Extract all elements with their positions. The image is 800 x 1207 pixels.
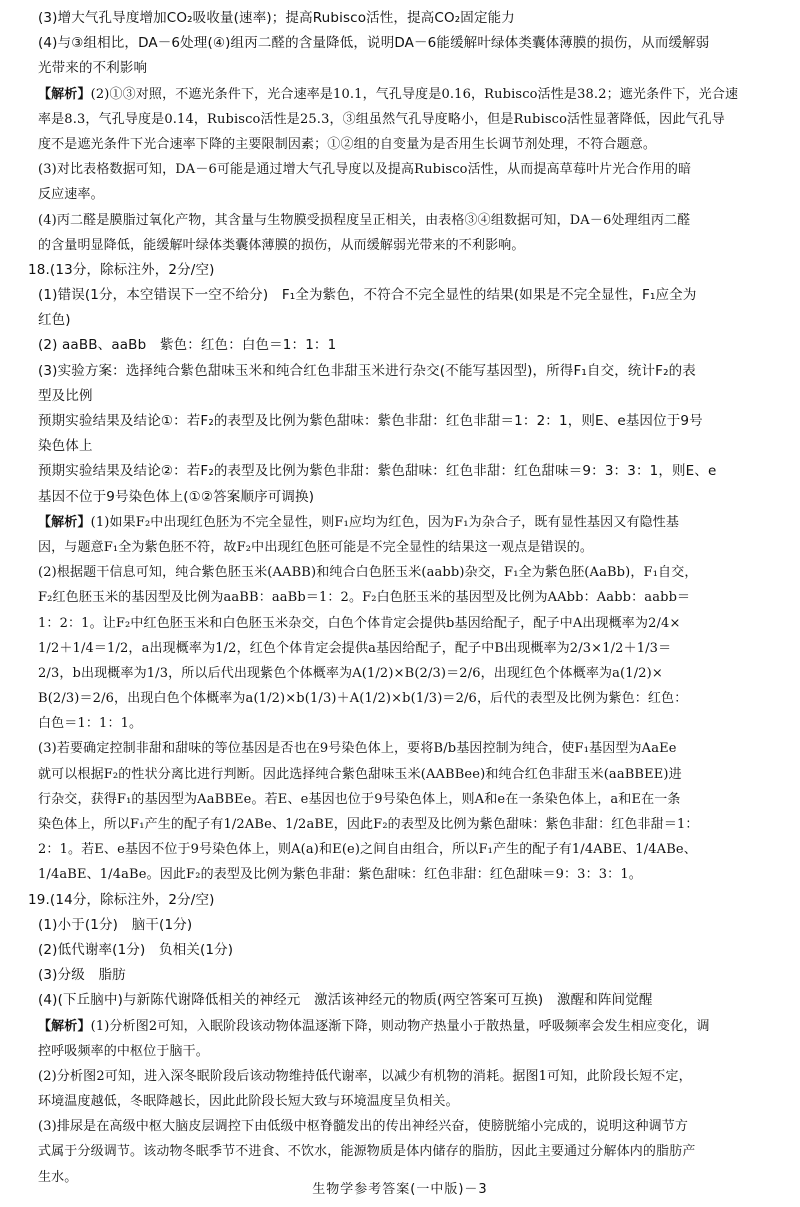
line-text: B(2/3)＝2/6，出现白色个体概率为a(1/2)×b(1/3)＋A(1/2)×b(1/3)＝2/6，后代的表型及比例为紫色：红色： [38, 691, 688, 707]
line-text: (2)分析图2可知，进入深冬眠阶段后该动物维持低代谢率，以减少有机物的消耗。据图1可知，此阶段长短不定， [38, 1068, 692, 1084]
analysis-tag: 【解析】 [38, 514, 91, 530]
text-line [28, 762, 776, 787]
text-line [28, 182, 776, 207]
text-line [28, 736, 776, 761]
question-number: 18. [28, 261, 50, 278]
line-text: 控呼吸频率的中枢位于脑干。 [38, 1043, 209, 1059]
analysis-tag: 【解析】 [38, 1018, 91, 1034]
text-line [28, 459, 776, 484]
line-text: 型及比例 [38, 387, 93, 404]
text-line [28, 1089, 776, 1114]
text-line [28, 611, 776, 636]
line-text: 基因不位于9号染色体上(①②答案顺序可调换) [38, 488, 315, 505]
line-text: 白色＝1：1：1。 [38, 716, 143, 732]
text-line [28, 157, 776, 182]
text-line [28, 132, 776, 157]
line-text: 1/4aBE、1/4aBe。因此F₂的表型及比例为紫色非甜：紫色甜味：红色非甜：红色甜味＝9：3：3：1。 [38, 867, 642, 883]
line-text: 光带来的不利影响 [38, 60, 148, 77]
line-text: (14分，除标注外，2分/空) [49, 891, 215, 908]
line-text: (4)(下丘脑中)与新陈代谢降低相关的神经元 激活该神经元的物质(两空答案可互换) 激醒和阵间觉醒 [38, 992, 653, 1009]
line-text: (2)根据题干信息可知，纯合紫色胚玉米(AABB)和纯合白色胚玉米(aabb)杂交，F₁全为紫色胚(AaBb)，F₁自交， [38, 565, 698, 581]
text-line [28, 31, 776, 56]
line-text: (1)错误(1分，本空错误下一空不给分) F₁全为紫色，不符合不完全显性的结果(如果是不完全显性，F₁应全为 [38, 287, 697, 304]
text-line [28, 862, 776, 887]
text-line [28, 208, 776, 233]
text-line [28, 1014, 776, 1039]
text-line [28, 510, 776, 535]
line-text: (13分，除标注外，2分/空) [49, 261, 215, 278]
line-text: (3)若要确定控制非甜和甜味的等位基因是否也在9号染色体上，要将B/b基因控制为纯合，使F₁基因型为AaEe [38, 741, 677, 757]
text-line [28, 711, 776, 736]
text-line [28, 1114, 776, 1139]
line-text: 生水。 [38, 1169, 78, 1185]
line-text: 就可以根据F₂的性状分离比进行判断。因此选择纯合紫色甜味玉米(AABBee)和纯合红色非甜玉米(aaBBEE)进 [38, 766, 682, 782]
analysis-tag: 【解析】 [38, 86, 91, 102]
line-text: (1)如果F₂中出现红色胚为不完全显性，则F₁应均为红色，因为F₁为杂合子，既有显性基因又有隐性基 [90, 514, 680, 530]
text-line [28, 636, 776, 661]
text-line [28, 1139, 776, 1164]
line-text: 1/2＋1/4＝1/2，a出现概率为1/2，红色个体肯定会提供a基因给配子，配子中B出现概率为2/3×1/2＋1/3＝ [38, 640, 672, 656]
line-text: 预期实验结果及结论②：若F₂的表型及比例为紫色非甜：紫色甜味：红色非甜：红色甜味＝9：3：3：1，则E、e [38, 463, 717, 480]
line-text: 1：2：1。让F₂中红色胚玉米和白色胚玉米杂交，白色个体肯定会提供b基因给配子，配子中A出现概率为2/4× [38, 615, 681, 631]
text-line [28, 333, 776, 358]
text-line [28, 560, 776, 585]
text-line [28, 283, 776, 308]
line-text: 2：1。若E、e基因不位于9号染色体上，则A(a)和E(e)之间自由组合，所以F₁产生的配子有1/4ABE、1/4ABe、 [38, 842, 697, 858]
text-line [28, 233, 776, 258]
line-text: (2)低代谢率(1分) 负相关(1分) [38, 941, 234, 958]
question-number: 19. [28, 891, 50, 908]
text-line [28, 6, 776, 31]
line-text: (2)①③对照，不遮光条件下，光合速率是10.1，气孔导度是0.16，Rubisco活性是38.2；遮光条件下，光合速 [90, 86, 739, 102]
text-line [28, 1064, 776, 1089]
line-text: 率是8.3，气孔导度是0.14，Rubisco活性是25.3，③组虽然气孔导度略小，但是Rubisco活性显著降低，因此气孔导 [38, 111, 725, 127]
line-text: (4)丙二醛是膜脂过氧化产物，其含量与生物膜受损程度呈正相关，由表格③④组数据可知，DA－6处理组丙二醛 [38, 212, 691, 228]
text-line [28, 661, 776, 686]
text-line [28, 384, 776, 409]
text-line [28, 787, 776, 812]
text-line [28, 988, 776, 1013]
line-text: (3)分级 脂肪 [38, 967, 126, 984]
line-text: 式属于分级调节。该动物冬眠季节不进食、不饮水，能源物质是体内储存的脂肪，因此主要通过分解体内的脂肪产 [38, 1144, 696, 1160]
line-text: (3)排尿是在高级中枢大脑皮层调控下由低级中枢脊髓发出的传出神经兴奋，使膀胱缩小完成的，说明这种调节方 [38, 1119, 689, 1135]
page-footer: 生物学参考答案(一中版)－3 [312, 1182, 488, 1197]
answer-content [28, 6, 776, 1190]
text-line [28, 359, 776, 384]
text-line [28, 82, 776, 107]
text-line [28, 837, 776, 862]
line-text: (3)对比表格数据可知，DA－6可能是通过增大气孔导度以及提高Rubisco活性，从而提高草莓叶片光合作用的暗 [38, 162, 692, 178]
line-text: (2) aaBB、aaBb 紫色：红色：白色＝1：1：1 [38, 337, 337, 354]
text-line [28, 913, 776, 938]
line-text: F₂红色胚玉米的基因型及比例为aaBB：aaBb＝1：2。F₂白色胚玉米的基因型及比例为AAbb：Aabb：aabb＝ [38, 590, 691, 606]
line-text: 染色体上 [38, 438, 93, 455]
line-text: 行杂交，获得F₁的基因型为AaBBEe。若E、e基因也位于9号染色体上，则A和e在一条染色体上，a和E在一条 [38, 791, 681, 807]
line-text: 2/3，b出现概率为1/3，所以后代出现紫色个体概率为A(1/2)×B(2/3)＝2/6，出现红色个体概率为a(1/2)× [38, 665, 663, 681]
text-line [28, 56, 776, 81]
line-text: (3)增大气孔导度增加CO₂吸收量(速率)；提高Rubisco活性，提高CO₂固定能力 [38, 10, 515, 26]
text-line [28, 485, 776, 510]
text-line [28, 888, 776, 913]
line-text: 的含量明显降低，能缓解叶绿体类囊体薄膜的损伤，从而缓解弱光带来的不利影响。 [38, 237, 525, 253]
line-text: 染色体上，所以F₁产生的配子有1/2ABe、1/2aBE，因此F₂的表型及比例为紫色甜味：紫色非甜：红色非甜＝1： [38, 817, 699, 832]
text-line [28, 409, 776, 434]
line-text: (4)与③组相比，DA－6处理(④)组丙二醛的含量降低，说明DA－6能缓解叶绿体类囊体薄膜的损伤，从而缓解弱 [38, 35, 710, 52]
line-text: 红色) [38, 312, 71, 329]
line-text: 环境温度越低，冬眠降越长，因此此阶段长短大致与环境温度呈负相关。 [38, 1094, 459, 1110]
text-line [28, 585, 776, 610]
text-line [28, 107, 776, 132]
text-line [28, 938, 776, 963]
line-text: 度不是遮光条件下光合速率下降的主要限制因素；①②组的自变量为是否用生长调节剂处理，不符合题意。 [38, 136, 657, 152]
text-line [28, 812, 776, 837]
text-line [28, 686, 776, 711]
line-text: (1)小于(1分) 脑干(1分) [38, 916, 193, 933]
text-line [28, 535, 776, 560]
text-line [28, 308, 776, 333]
text-line [28, 434, 776, 459]
text-line [28, 963, 776, 988]
line-text: 预期实验结果及结论①：若F₂的表型及比例为紫色甜味：紫色非甜：红色非甜＝1：2：1，则E、e基因位于9号 [38, 413, 703, 429]
line-text: 因，与题意F₁全为紫色胚不符，故F₂中出现红色胚可能是不完全显性的结果这一观点是错误的。 [38, 539, 594, 555]
text-line [28, 258, 776, 283]
line-text: (3)实验方案：选择纯合紫色甜味玉米和纯合红色非甜玉米进行杂交(不能写基因型)，所得F₁自交，统计F₂的表 [38, 362, 696, 379]
line-text: 反应速率。 [38, 187, 104, 203]
text-line [28, 1039, 776, 1064]
line-text: (1)分析图2可知，入眠阶段该动物体温逐渐下降，则动物产热量小于散热量，呼吸频率会发生相应变化，调 [90, 1018, 710, 1034]
